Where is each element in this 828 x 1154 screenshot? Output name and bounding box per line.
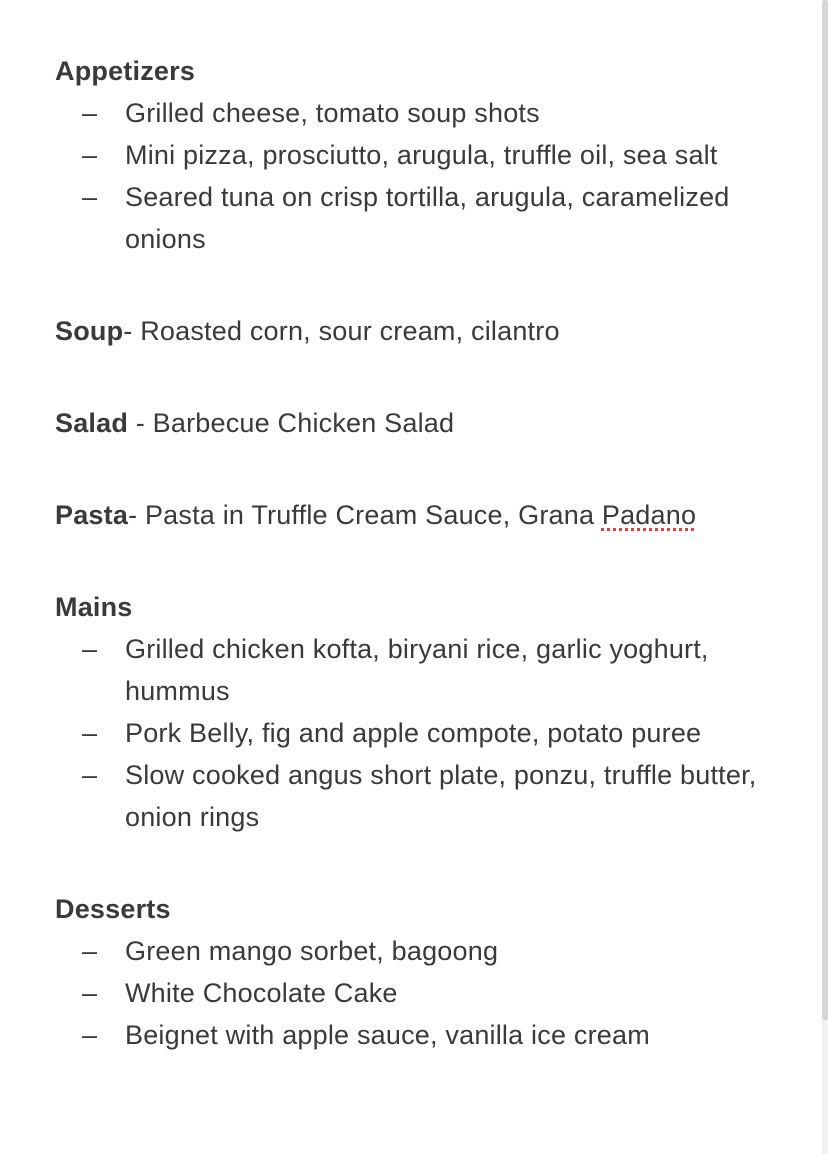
dash-bullet: – xyxy=(82,634,98,664)
scrollbar-thumb[interactable] xyxy=(822,0,828,1020)
list-item: – Grilled chicken kofta, biryani rice, garlic yoghurt, hummus xyxy=(55,628,795,712)
pasta-label: Pasta xyxy=(55,500,129,530)
spellcheck-word[interactable]: Padano xyxy=(601,500,697,530)
dash-bullet: – xyxy=(82,98,98,128)
dash-bullet: – xyxy=(82,718,98,748)
appetizers-heading: Appetizers xyxy=(55,56,196,86)
mains-list xyxy=(55,628,795,838)
scrollbar-track[interactable] xyxy=(822,0,828,1154)
desserts-list xyxy=(55,930,795,1056)
list-item: – Mini pizza, prosciutto, arugula, truffle oil, sea salt xyxy=(55,134,795,176)
list-item: – Green mango sorbet, bagoong xyxy=(55,930,795,972)
list-item: – Grilled cheese, tomato soup shots xyxy=(55,92,795,134)
list-item: – Pork Belly, fig and apple compote, potato puree xyxy=(55,712,795,754)
list-item: – Seared tuna on crisp tortilla, arugula, caramelized onions xyxy=(55,176,795,260)
dash-bullet: – xyxy=(82,978,98,1008)
mains-heading: Mains xyxy=(55,592,133,622)
dash-bullet: – xyxy=(82,1020,98,1050)
salad-label: Salad xyxy=(55,408,129,438)
dash-bullet: – xyxy=(82,182,98,212)
desserts-heading: Desserts xyxy=(55,894,171,924)
list-item: – Slow cooked angus short plate, ponzu, truffle butter, onion rings xyxy=(55,754,795,838)
dash-bullet: – xyxy=(82,936,98,966)
menu-document[interactable] xyxy=(55,50,795,1056)
soup-text: - Roasted corn, sour cream, cilantro xyxy=(123,316,560,346)
soup-line xyxy=(55,310,795,352)
list-item: – White Chocolate Cake xyxy=(55,972,795,1014)
list-item: – Beignet with apple sauce, vanilla ice cream xyxy=(55,1014,795,1056)
salad-line xyxy=(55,402,795,444)
soup-label: Soup xyxy=(55,316,124,346)
appetizers-list xyxy=(55,92,795,260)
pasta-text: - Pasta in Truffle Cream Sauce, Grana xyxy=(128,500,602,530)
dash-bullet: – xyxy=(82,140,98,170)
dash-bullet: – xyxy=(82,760,98,790)
pasta-line xyxy=(55,494,795,536)
salad-text: - Barbecue Chicken Salad xyxy=(128,408,455,438)
